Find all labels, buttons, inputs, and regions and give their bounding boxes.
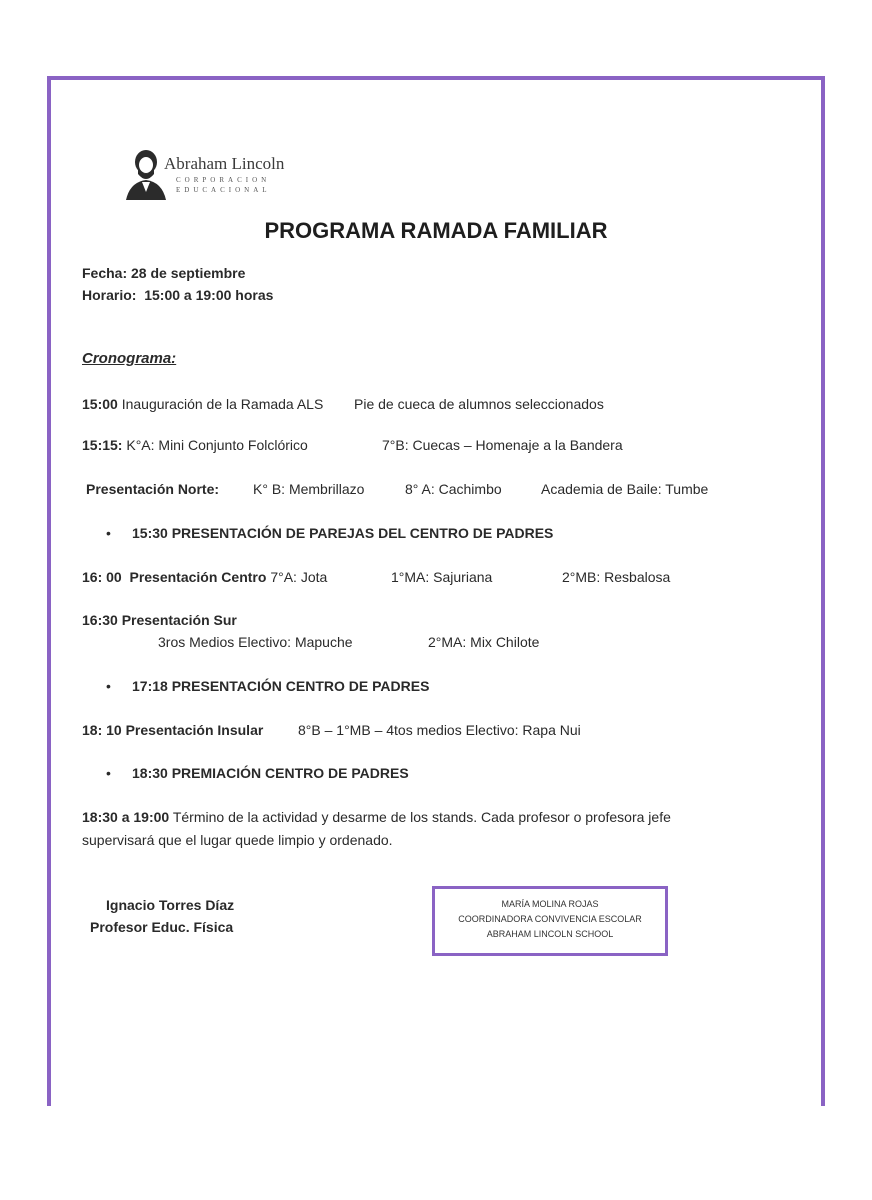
stamp-line: ABRAHAM LINCOLN SCHOOL <box>486 929 614 939</box>
stamp-box <box>432 886 668 956</box>
fecha-line <box>82 265 245 281</box>
item-text: 3ros Medios Electivo: Mapuche <box>158 634 353 650</box>
item-text: 2°MB: Resbalosa <box>562 569 671 585</box>
fecha-value: 28 de septiembre <box>131 265 246 281</box>
stamp-line: MARÍA MOLINA ROJAS <box>501 899 599 909</box>
signature-name: Ignacio Torres Díaz <box>106 897 235 913</box>
logo-name: Abraham Lincoln <box>164 154 285 173</box>
schedule-item <box>82 437 308 453</box>
item-time: 16: 00 <box>82 569 122 585</box>
item-time: 15:00 <box>82 396 118 412</box>
bullet-icon: • <box>106 678 111 694</box>
item-text: Pie de cueca de alumnos seleccionados <box>354 396 604 412</box>
stamp-line: COORDINADORA CONVIVENCIA ESCOLAR <box>458 914 642 924</box>
schedule-item <box>82 569 327 585</box>
item-text: 7°A: Jota <box>270 569 328 585</box>
item-text: 8° A: Cachimbo <box>405 481 502 497</box>
page-title: PROGRAMA RAMADA FAMILIAR <box>264 218 608 243</box>
horario-line <box>82 287 273 303</box>
item-label: 16:30 Presentación Sur <box>82 612 237 628</box>
bullet-item: 15:30 PRESENTACIÓN DE PAREJAS DEL CENTRO DE PADRES <box>132 525 554 541</box>
bullet-icon: • <box>106 765 111 781</box>
logo-subtitle-2: EDUCACIONAL <box>176 186 271 194</box>
item-label: Presentación Norte: <box>86 481 220 497</box>
item-text: Término de la actividad y desarme de los stands. Cada profesor o profesora jefe <box>172 809 671 825</box>
horario-value: 15:00 a 19:00 horas <box>144 287 274 303</box>
item-text: K°A: Mini Conjunto Folclórico <box>126 437 308 453</box>
bullet-icon: • <box>106 525 111 541</box>
horario-label: Horario: <box>82 287 137 303</box>
logo <box>124 148 314 202</box>
bullet-item: 17:18 PRESENTACIÓN CENTRO DE PADRES <box>132 678 430 694</box>
schedule-item <box>82 396 323 412</box>
item-text: 1°MA: Sajuriana <box>391 569 493 585</box>
item-text: Academia de Baile: Tumbe <box>541 481 709 497</box>
item-label: 18: 10 Presentación Insular <box>82 722 264 738</box>
item-label: Presentación Centro <box>129 569 267 585</box>
signature-role: Profesor Educ. Física <box>90 919 234 935</box>
lincoln-portrait-icon <box>124 148 168 202</box>
item-time: 18:30 a 19:00 <box>82 809 170 825</box>
item-text: 8°B – 1°MB – 4tos medios Electivo: Rapa Nui <box>298 722 581 738</box>
item-text: 2°MA: Mix Chilote <box>428 634 540 650</box>
item-time: 15:15: <box>82 437 123 453</box>
item-text: 7°B: Cuecas – Homenaje a la Bandera <box>382 437 623 453</box>
fecha-label: Fecha: <box>82 265 128 281</box>
item-text: Inauguración de la Ramada ALS <box>121 396 324 412</box>
bullet-item: 18:30 PREMIACIÓN CENTRO DE PADRES <box>132 765 409 781</box>
logo-subtitle-1: CORPORACION <box>176 176 271 184</box>
item-text: supervisará que el lugar quede limpio y ordenado. <box>82 832 393 848</box>
cronograma-heading: Cronograma: <box>82 350 177 367</box>
item-text: K° B: Membrillazo <box>253 481 365 497</box>
schedule-item <box>82 809 671 825</box>
